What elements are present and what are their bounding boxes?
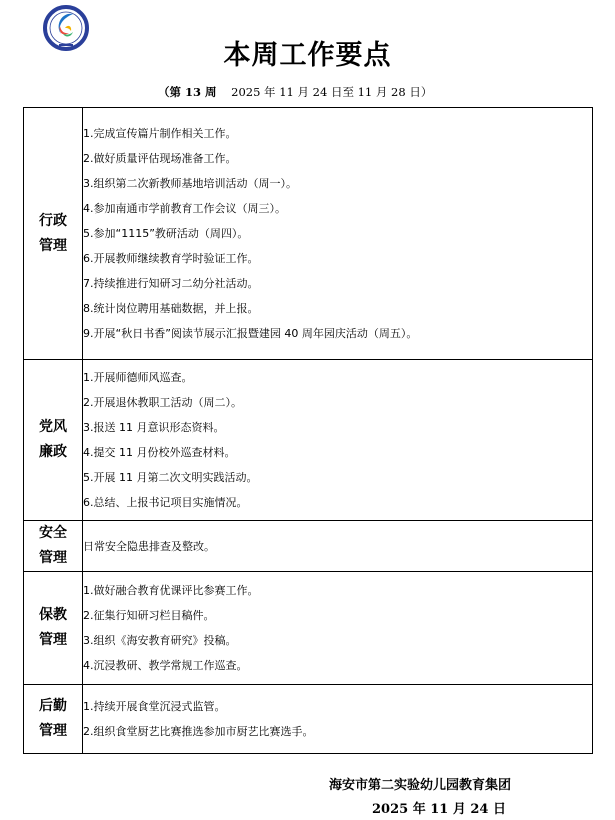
category-cell <box>24 521 83 572</box>
list-item: 6.总结、上报书记项目实施情况。 <box>83 496 248 509</box>
items-cell <box>83 572 593 685</box>
list-item: 2.征集行知研习栏目稿件。 <box>83 609 215 622</box>
list-item: 5.开展 11 月第二次文明实践活动。 <box>83 471 258 484</box>
items-cell <box>83 108 593 360</box>
list-item: 4.参加南通市学前教育工作会议（周三）。 <box>83 202 286 215</box>
list-item: 1.持续开展食堂沉浸式监管。 <box>83 700 226 713</box>
list-item: 3.组织《海安教育研究》投稿。 <box>83 634 237 647</box>
list-item: 2.开展退休教职工活动（周二）。 <box>83 396 242 409</box>
category-label: 党风 <box>39 419 67 435</box>
table-row <box>24 685 593 754</box>
list-item: 2.做好质量评估现场准备工作。 <box>83 152 237 165</box>
list-item: 5.参加“1115”教研活动（周四）。 <box>83 227 249 240</box>
organization-signature: 海安市第二实验幼儿园教育集团 <box>329 778 512 793</box>
list-item: 3.组织第二次新教师基地培训活动（周一）。 <box>83 177 297 190</box>
list-item: 2.组织食堂厨艺比赛推选参加市厨艺比赛选手。 <box>83 725 314 738</box>
list-item: 8.统计岗位聘用基础数据，并上报。 <box>83 302 259 315</box>
list-item: 1.开展师德师风巡查。 <box>83 371 193 384</box>
category-label: 保教 <box>39 607 67 623</box>
page-title: 本周工作要点 <box>223 40 392 71</box>
items-cell <box>83 685 593 754</box>
category-label: 后勤 <box>39 698 67 714</box>
category-label: 管理 <box>39 723 67 739</box>
items-cell <box>83 521 593 572</box>
list-item: 4.沉浸教研、教学常规工作巡查。 <box>83 659 248 672</box>
list-item: 7.持续推进行知研习二幼分社活动。 <box>83 277 259 290</box>
table-row <box>24 108 593 360</box>
signature-date: 2025 年 11 月 24 日 <box>372 802 506 817</box>
date-range: 2025 年 11 月 24 日至 11 月 28 日） <box>216 85 433 99</box>
list-item: 1.做好融合教育优课评比参赛工作。 <box>83 584 259 597</box>
week-number: （第 13 周 <box>158 85 217 99</box>
category-label: 廉政 <box>39 444 67 460</box>
category-cell <box>24 572 83 685</box>
category-label: 管理 <box>39 550 67 566</box>
category-label: 行政 <box>39 212 67 229</box>
table-row <box>24 521 593 572</box>
category-label: 管理 <box>39 237 67 254</box>
week-range <box>158 84 432 100</box>
table-row <box>24 572 593 685</box>
list-item: 3.报送 11 月意识形态资料。 <box>83 421 225 434</box>
items-cell <box>83 360 593 521</box>
work-plan-table <box>23 107 593 754</box>
list-item: 9.开展“秋日书香”阅读节展示汇报暨建园 40 周年园庆活动（周五）。 <box>83 327 418 340</box>
category-cell <box>24 685 83 754</box>
category-label: 管理 <box>39 632 67 648</box>
list-item: 1.完成宣传篇片制作相关工作。 <box>83 127 237 140</box>
list-item: 4.提交 11 月份校外巡查材料。 <box>83 446 236 459</box>
list-item: 6.开展教师继续教育学时验证工作。 <box>83 252 259 265</box>
list-item: 日常安全隐患排查及整改。 <box>83 539 215 553</box>
category-cell <box>24 360 83 521</box>
category-label: 安全 <box>39 525 67 541</box>
category-cell <box>24 108 83 360</box>
table-row <box>24 360 593 521</box>
